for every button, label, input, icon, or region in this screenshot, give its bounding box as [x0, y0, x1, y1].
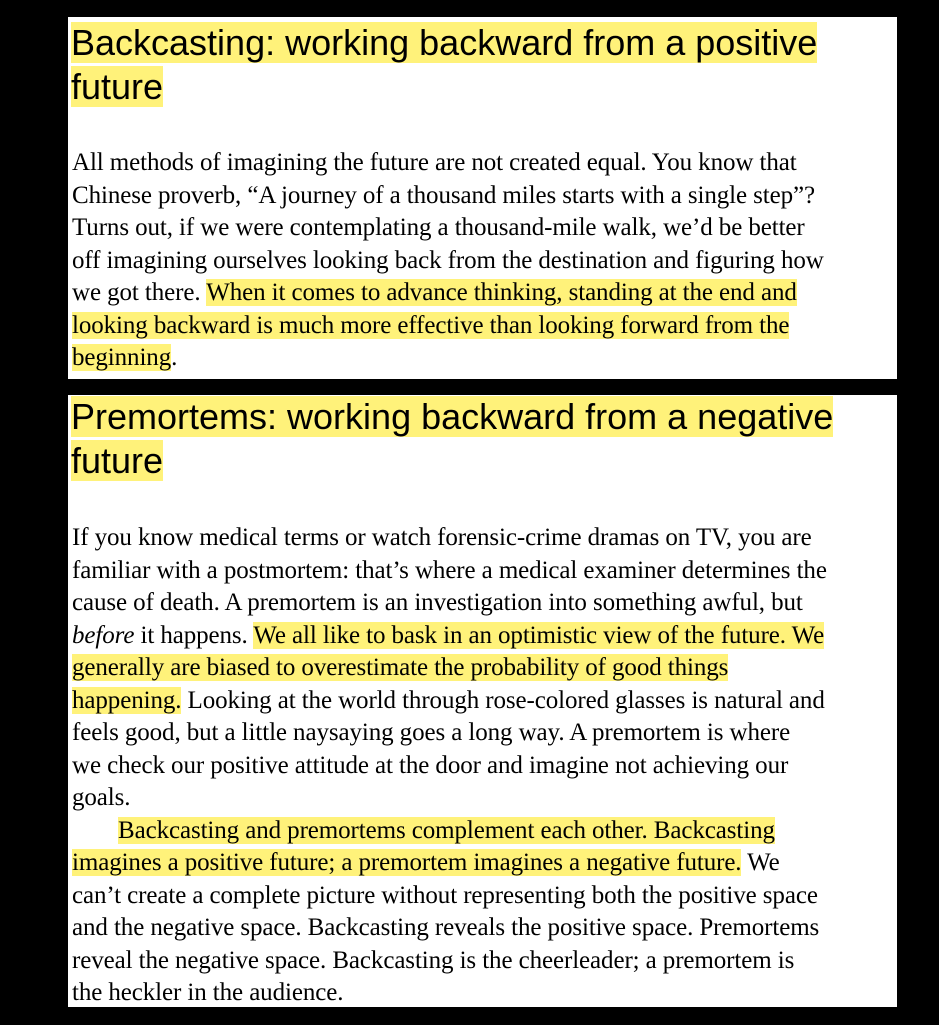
text-segment: can’t create a complete picture without representing both the positive space: [72, 881, 818, 909]
text-segment: All methods of imagining the future are not created equal. You know that: [72, 149, 797, 176]
text-segment: reveal the negative space. Backcasting is the cheerleader; a premortem is: [72, 946, 795, 974]
text-segment: familiar with a postmortem: that’s where a medical examiner determines the: [72, 556, 827, 584]
text-line: [72, 945, 827, 978]
section-heading: [71, 21, 817, 109]
highlighted-text: When it comes to advance thinking, standing at the end and: [206, 279, 797, 306]
text-line: [72, 587, 827, 620]
section-backcasting: [68, 17, 897, 379]
text-line: [72, 782, 827, 815]
text-line: [72, 912, 827, 945]
text-line: [72, 847, 827, 880]
text-line: [72, 180, 824, 213]
text-line: [72, 555, 827, 588]
text-line: [72, 652, 827, 685]
heading-line: future: [71, 440, 164, 481]
text-segment: feels good, but a little naysaying goes a long way. A premortem is where: [72, 719, 791, 746]
text-line: [72, 750, 827, 783]
text-segment: it happens.: [134, 621, 254, 649]
text-segment: we got there.: [72, 279, 207, 306]
text-line: [72, 147, 824, 180]
text-segment: .: [171, 344, 178, 371]
text-line: [72, 310, 824, 343]
heading-line: Premortems: working backward from a negative: [71, 396, 834, 437]
section-heading: [71, 395, 833, 483]
section-body: [72, 147, 824, 375]
text-line: [72, 977, 827, 1010]
text-segment: We: [741, 849, 780, 876]
highlighted-text: happening.: [72, 686, 182, 714]
text-segment: If you know medical terms or watch forensic-crime dramas on TV, you are: [72, 524, 812, 551]
text-line: [72, 717, 827, 750]
section-body: [72, 522, 827, 1010]
text-segment: the heckler in the audience.: [72, 979, 344, 1006]
text-segment: off imagining ourselves looking back from the destination and figuring how: [72, 246, 824, 274]
text-line: [72, 815, 827, 848]
text-segment: goals.: [72, 784, 131, 811]
text-segment: before: [72, 621, 135, 649]
text-line: [72, 342, 824, 375]
section-premortems: [68, 395, 897, 1007]
text-segment: Looking at the world through rose-colored glasses is natural and: [181, 686, 825, 714]
highlighted-text: We all like to bask in an optimistic view of the future. We: [253, 621, 825, 649]
heading-line: Backcasting: working backward from a positive: [71, 22, 818, 63]
highlighted-text: looking backward is much more effective than looking forward from the: [72, 311, 790, 339]
highlighted-text: Backcasting and premortems complement each other. Backcasting: [118, 816, 775, 844]
highlighted-text: generally are biased to overestimate the probability of good things: [72, 654, 729, 681]
text-line: [72, 685, 827, 718]
text-line: [72, 212, 824, 245]
text-segment: Chinese proverb, “A journey of a thousand miles starts with a single step”?: [72, 181, 816, 209]
text-segment: Turns out, if we were contemplating a thousand-mile walk, we’d be better: [72, 214, 805, 241]
text-line: [72, 245, 824, 278]
highlighted-text: imagines a positive future; a premortem imagines a negative future.: [72, 849, 742, 876]
text-line: [72, 620, 827, 653]
text-line: [72, 277, 824, 310]
text-segment: cause of death. A premortem is an investigation into something awful, but: [72, 589, 803, 616]
text-line: [72, 522, 827, 555]
highlighted-text: beginning: [72, 344, 172, 371]
text-line: [72, 880, 827, 913]
text-segment: we check our positive attitude at the door and imagine not achieving our: [72, 751, 789, 779]
text-segment: and the negative space. Backcasting reveals the positive space. Premortems: [72, 914, 820, 941]
heading-line: future: [71, 66, 164, 107]
